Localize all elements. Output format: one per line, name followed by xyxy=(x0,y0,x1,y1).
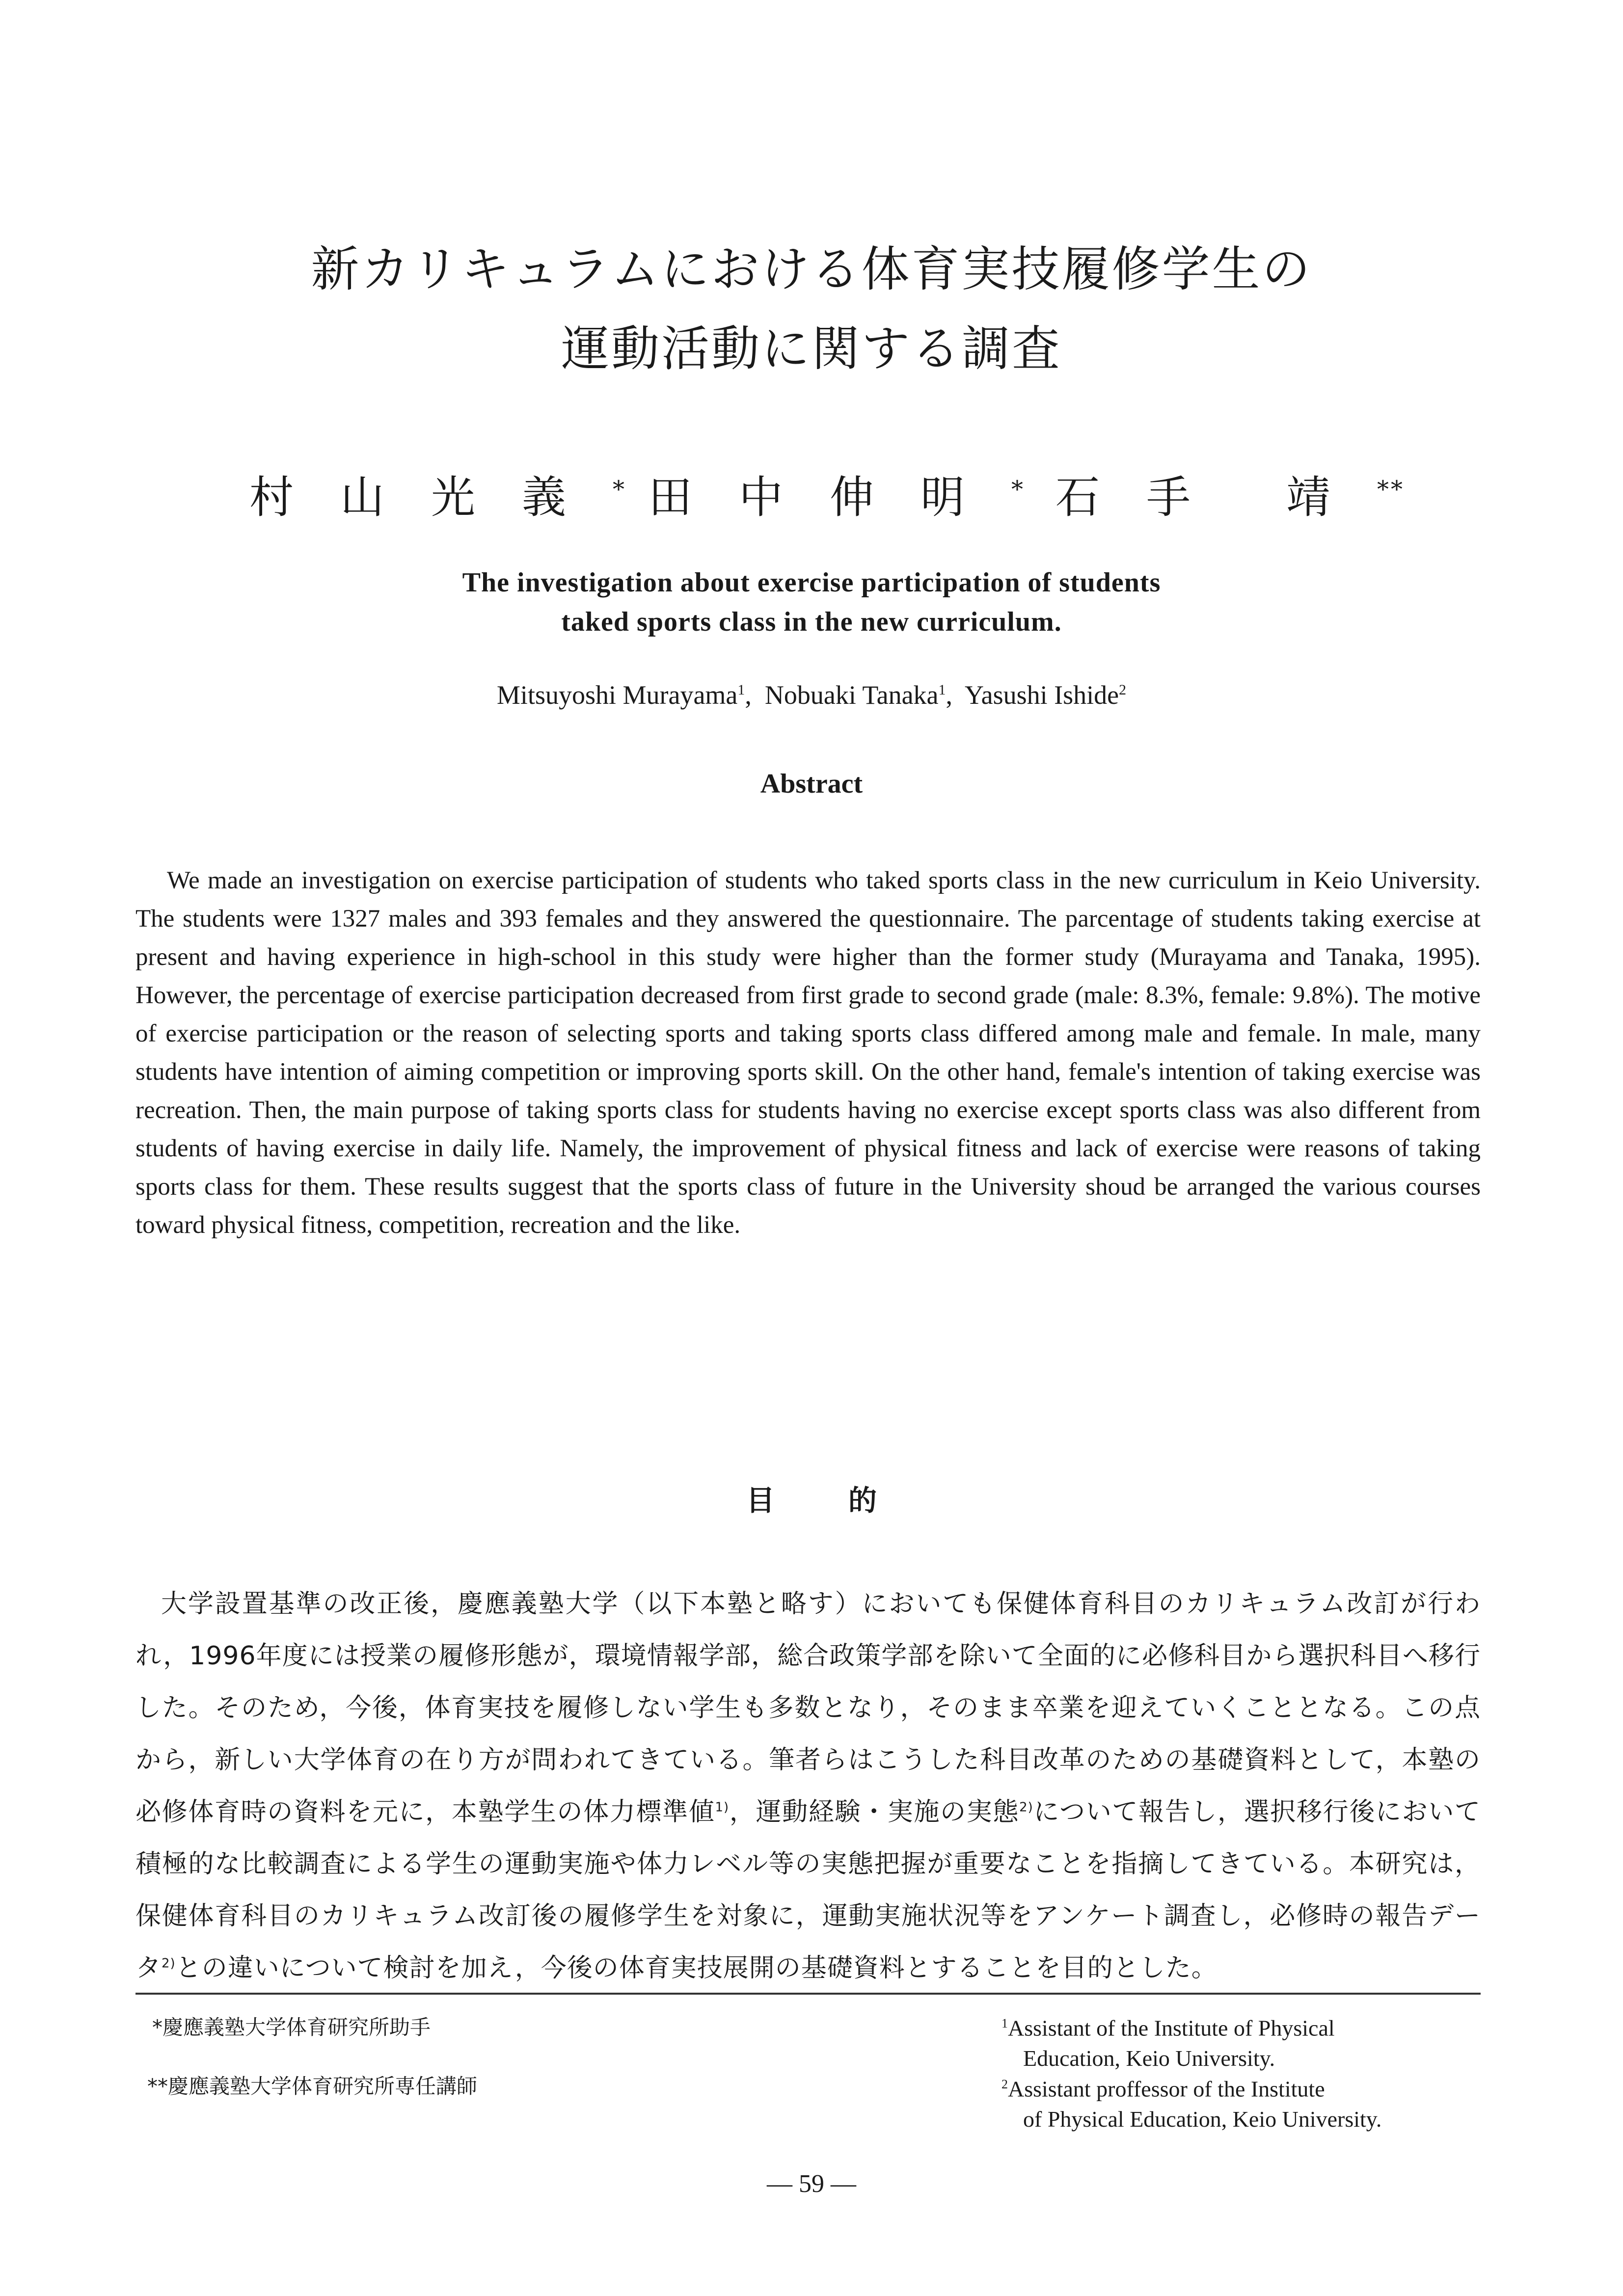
author-jp-3-name2: 靖 xyxy=(1286,472,1377,523)
footnote-jp-2 xyxy=(147,2070,477,2100)
section-body-purpose xyxy=(135,1578,1481,1994)
title-en-line1: The investigation about exercise participation of students xyxy=(462,567,1161,598)
body-part-4: との違いについて検討を加え，今後の体育実技展開の基礎資料とすることを目的とした。 xyxy=(175,1953,1217,1983)
footnote-jp-1 xyxy=(152,2011,431,2041)
author-jp-1-name: 村山光義 xyxy=(249,472,613,523)
author-en-3: Yasushi Ishide xyxy=(965,680,1119,710)
author-jp-3-given xyxy=(1286,461,1405,525)
abstract-heading: Abstract xyxy=(760,769,863,799)
footnote-jp-2-mark: ** xyxy=(147,2074,168,2098)
author-en-2: Nobuaki Tanaka xyxy=(764,680,939,710)
author-jp-2 xyxy=(648,461,1025,525)
footnote-en-2-line1: Assistant proffessor of the Institute xyxy=(1008,2076,1325,2102)
footnote-jp-1-text: 慶應義塾大学体育研究所助手 xyxy=(162,2015,431,2039)
author-sep: , xyxy=(745,680,765,710)
footnote-en-1-line2: Education, Keio University. xyxy=(1023,2046,1275,2071)
author-jp-1-mark: * xyxy=(613,476,626,503)
footnote-en-2-line2: of Physical Education, Keio University. xyxy=(1023,2107,1382,2132)
author-en-3-affil: 2 xyxy=(1119,682,1127,698)
footnote-en-2 xyxy=(1001,2069,1381,2135)
title-jp-line1: 新カリキュラムにおける体育実技履修学生の xyxy=(311,241,1312,297)
author-jp-3 xyxy=(1055,461,1237,525)
footnote-jp-1-mark: * xyxy=(152,2015,162,2039)
author-jp-3-name: 石手 xyxy=(1055,472,1237,523)
body-part-2: ，運動経験・実施の実態 xyxy=(729,1797,1020,1827)
footnote-en-1-line1: Assistant of the Institute of Physical xyxy=(1008,2015,1335,2041)
author-jp-2-mark: * xyxy=(1011,476,1025,503)
authors-jp xyxy=(0,461,1623,523)
ref-mark-1: 1) xyxy=(715,1800,730,1815)
body-part-1: 大学設置基準の改正後，慶應義塾大学（以下本塾と略す）においても保健体育科目のカリキュラム改訂が行われ，1996年度には授業の履修形態が，環境情報学部，総合政策学部を除いて全面的に必修科目から選択科目へ移行した。そのため，今後，体育実技を履修しない学生も多数となり，そのまま卒業を迎えていくこととなる。この点から，新しい大学体育の在り方が問われてきている。筆者らはこうした科目改革のための基礎資料として，本塾の必修体育時の資料を元に，本塾学生の体力標準値 xyxy=(135,1589,1481,1827)
title-en-line2: taked sports class in the new curriculum. xyxy=(561,607,1062,637)
authors-en xyxy=(0,680,1623,710)
author-sep: , xyxy=(946,680,965,710)
ref-mark-2: 2) xyxy=(1019,1800,1033,1815)
author-en-1-affil: 1 xyxy=(737,682,745,698)
author-jp-1 xyxy=(249,461,626,525)
section-heading-purpose: 目的 xyxy=(746,1484,950,1517)
author-en-1: Mitsuyoshi Murayama xyxy=(496,680,738,710)
footnote-divider xyxy=(135,1993,1481,1995)
author-jp-2-name: 田中伸明 xyxy=(648,472,1011,523)
footnote-en-2-mark: 2 xyxy=(1001,2077,1008,2091)
footnote-en-1 xyxy=(1001,2008,1335,2074)
title-jp-line2: 運動活動に関する調査 xyxy=(561,321,1062,377)
ref-mark-3: 2) xyxy=(162,1956,176,1971)
abstract-body: We made an investigation on exercise participation of students who taked sports class in the new curriculum in Keio University. The students were 1327 males and 393 females and they answered the questionnaire. The parcentage of students taking exercise at present and having experience in high-school in this study were higher than the former study (Murayama and Tanaka, 1995). However, the percentage of exercise participation decreased from first grade to second grade (male: 8.3%, female: 9.8%). The motive of exercise participation or the reason of selecting sports and taking sports class differed among male and female. In male, many students have intention of aiming competition or improving sports skill. On the other hand, female's intention of taking exercise was recreation. Then, the main purpose of taking sports class for students having no exercise except sports class was also different from students of having exercise in daily life. Namely, the improvement of physical fitness and lack of exercise were reasons of taking sports class for them. These results suggest that the sports class of future in the University shoud be arranged the various courses toward physical fitness, competition, recreation and the like. xyxy=(135,867,1481,1239)
author-en-2-affil: 1 xyxy=(938,682,946,698)
page-number: — 59 — xyxy=(767,2170,856,2198)
body-part-3: について報告し，選択移行後において積極的な比較調査による学生の運動実施や体力レベル等の実態把握が重要なことを指摘してきている。本研究は，保健体育科目のカリキュラム改訂後の履修学生を対象に，運動実施状況等をアンケート調査し，必修時の報告データ xyxy=(135,1797,1481,1983)
author-jp-3-mark: ** xyxy=(1377,476,1405,503)
footnote-jp-2-text: 慶應義塾大学体育研究所専任講師 xyxy=(168,2074,478,2098)
footnote-en-1-mark: 1 xyxy=(1001,2016,1008,2030)
